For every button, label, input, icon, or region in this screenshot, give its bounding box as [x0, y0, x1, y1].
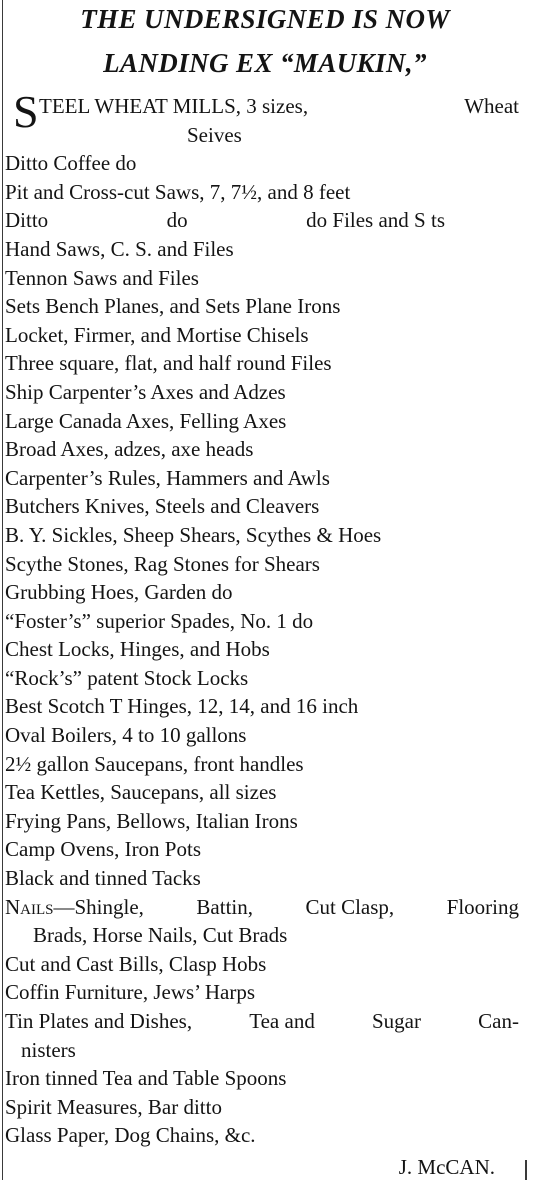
list-item: Camp Ovens, Iron Pots [5, 837, 201, 862]
list-item-text: —Shingle, [53, 894, 144, 919]
list-item: Carpenter’s Rules, Hammers and Awls [5, 465, 330, 490]
goods-list [5, 86, 525, 1150]
advert-heading-line-2: LANDING EX “MAUKIN,” [103, 48, 427, 78]
list-item-text: do Files and S ts [306, 208, 445, 233]
list-item-text: Flooring [446, 894, 519, 919]
list-item-nails [5, 893, 525, 950]
list-item-continuation: Brads, Horse Nails, Cut Brads [33, 923, 288, 948]
list-item: Frying Pans, Bellows, Italian Irons [5, 808, 298, 833]
list-item: Tea Kettles, Saucepans, all sizes [5, 780, 277, 805]
list-item: “Rock’s” patent Stock Locks [5, 665, 249, 690]
list-item-steel-wheat-mills [5, 86, 525, 149]
list-item: Black and tinned Tacks [5, 866, 201, 891]
list-item-text: Can- [478, 1009, 519, 1033]
list-item: Ship Carpenter’s Axes and Adzes [5, 379, 286, 404]
list-item: Sets Bench Planes, and Sets Plane Irons [5, 294, 341, 319]
list-item: Scythe Stones, Rag Stones for Shears [5, 551, 320, 576]
list-item-text: do [166, 208, 188, 233]
advert-signature: J. McCAN. [398, 1154, 495, 1179]
list-item: 2½ gallon Saucepans, front handles [5, 751, 304, 776]
column-rule-left [2, 0, 3, 1180]
list-item-text: Ditto [5, 208, 49, 233]
list-item: Spirit Measures, Bar ditto [5, 1094, 222, 1119]
list-item: Glass Paper, Dog Chains, &c. [5, 1123, 256, 1148]
list-item: Broad Axes, adzes, axe heads [5, 437, 254, 462]
list-item: Ditto Coffee do [5, 151, 137, 176]
list-item: Tennon Saws and Files [5, 265, 199, 290]
list-item-tin-plates [5, 1007, 525, 1064]
list-item: Large Canada Axes, Felling Axes [5, 408, 287, 433]
list-item-ditto-files [5, 206, 525, 235]
nails-label: Nails [5, 894, 54, 919]
list-item: Cut and Cast Bills, Clasp Hobs [5, 951, 267, 976]
list-item-text: Sugar [372, 1009, 421, 1033]
column-rule-right [525, 1160, 527, 1180]
list-item: Best Scotch T Hinges, 12, 14, and 16 inch [5, 694, 359, 719]
list-item-continuation: nisters [21, 1037, 76, 1062]
list-item-text: Cut Clasp, [305, 894, 395, 919]
list-item: Three square, flat, and half round Files [5, 351, 332, 376]
list-item: Oval Boilers, 4 to 10 gallons [5, 723, 247, 748]
list-item: Pit and Cross-cut Saws, 7, 7½, and 8 feet [5, 179, 351, 204]
list-item-text: Tea and [249, 1009, 315, 1033]
list-item: Coffin Furniture, Jews’ Harps [5, 980, 256, 1005]
list-item: Iron tinned Tea and Table Spoons [5, 1066, 287, 1091]
list-item: Butchers Knives, Steels and Cleavers [5, 494, 320, 519]
list-item: Chest Locks, Hinges, and Hobs [5, 637, 270, 662]
list-item-text: Battin, [196, 894, 253, 919]
list-item-continuation: Seives [187, 122, 242, 147]
list-item-text: Tin Plates and Dishes, [5, 1009, 193, 1033]
list-item-text: Wheat [464, 94, 519, 118]
advertisement [5, 0, 525, 1182]
drop-cap: S [13, 86, 39, 137]
list-item: “Foster’s” superior Spades, No. 1 do [5, 608, 314, 633]
list-item: Grubbing Hoes, Garden do [5, 580, 233, 605]
advert-heading-line-1: THE UNDERSIGNED IS NOW [80, 4, 450, 34]
list-item: Hand Saws, C. S. and Files [5, 236, 234, 261]
list-item: B. Y. Sickles, Sheep Shears, Scythes & Hoes [5, 522, 382, 547]
list-item-text: TEEL WHEAT MILLS, 3 sizes, [39, 94, 309, 118]
list-item: Locket, Firmer, and Mortise Chisels [5, 322, 309, 347]
